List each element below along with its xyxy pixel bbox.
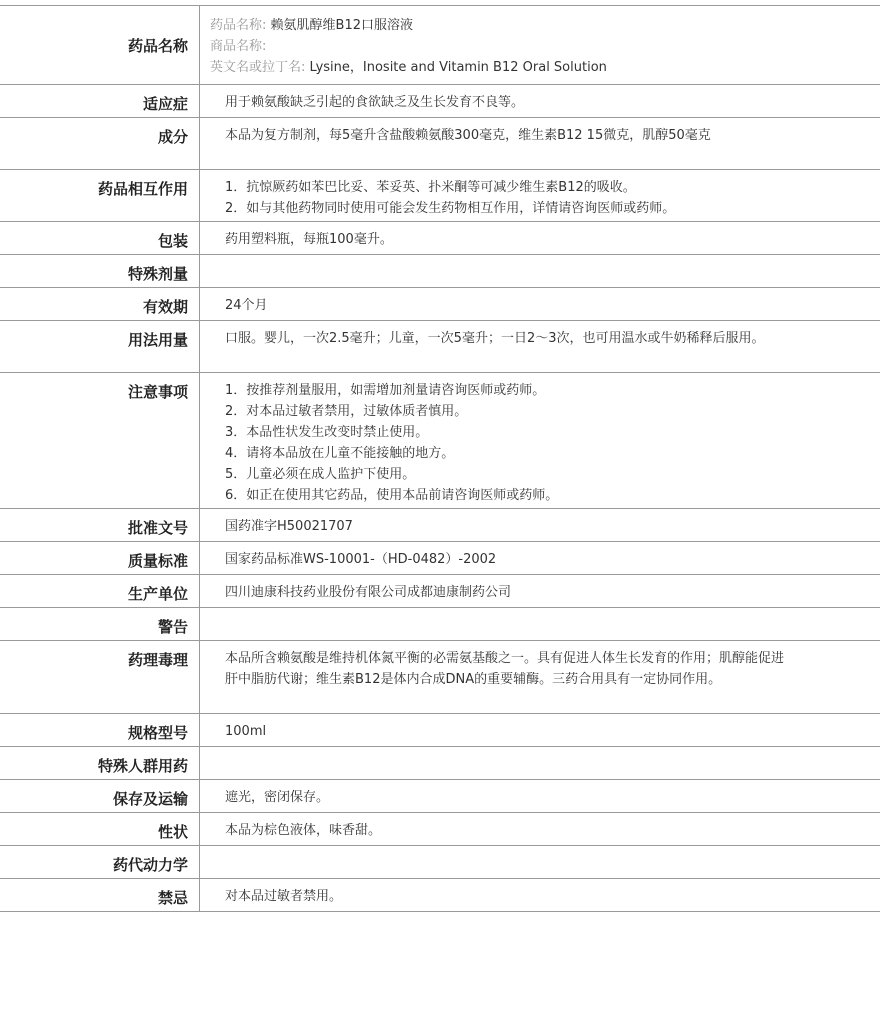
label-pharmacology: 药理毒理	[0, 641, 200, 713]
trade-name-line	[210, 36, 870, 57]
row-approval	[0, 509, 880, 542]
row-precautions	[0, 373, 880, 509]
row-warning	[0, 608, 880, 641]
value-special-population	[200, 747, 880, 779]
row-appearance	[0, 813, 880, 846]
row-contraindications	[0, 879, 880, 912]
precaution-item: 4．请将本品放在儿童不能接触的地方。	[225, 446, 455, 461]
english-name-value: Lysine，Inosite and Vitamin B12 Oral Solution	[309, 60, 607, 75]
dosage-text: 口服。婴儿，一次2.5毫升；儿童，一次5毫升；一日2～3次，也可用温水或牛奶稀释后服用。	[225, 331, 765, 346]
value-special-dose	[200, 255, 880, 287]
label-pharmacokinetics: 药代动力学	[0, 846, 200, 878]
value-indication: 用于赖氨酸缺乏引起的食欲缺乏及生长发育不良等。	[225, 95, 525, 110]
row-special-population	[0, 747, 880, 780]
generic-name-key: 药品名称:	[210, 18, 267, 33]
label-appearance: 性状	[0, 813, 200, 845]
drug-info-table	[0, 5, 880, 912]
value-packaging: 药用塑料瓶，每瓶100毫升。	[225, 232, 393, 247]
english-name-line	[210, 57, 870, 78]
value-approval: 国药准字H50021707	[225, 519, 353, 534]
row-indication	[0, 85, 880, 118]
ingredients-text: 本品为复方制剂，每5毫升含盐酸赖氨酸300毫克，维生素B12 15微克，肌醇50毫克	[225, 128, 711, 143]
value-dosage	[200, 321, 880, 372]
row-dosage	[0, 321, 880, 373]
value-pharmacology	[200, 641, 880, 713]
pharmacology-text: 本品所含赖氨酸是维持机体氮平衡的必需氨基酸之一。具有促进人体生长发育的作用；肌醇能促进肝中脂肪代谢；维生素B12是体内合成DNA的重要辅酶。三药合用具有一定协同作用。	[225, 651, 785, 687]
row-packaging	[0, 222, 880, 255]
generic-name-line	[210, 15, 870, 36]
label-spec: 规格型号	[0, 714, 200, 746]
value-manufacturer: 四川迪康科技药业股份有限公司成都迪康制药公司	[225, 585, 512, 600]
row-standard	[0, 542, 880, 575]
label-precautions: 注意事项	[0, 373, 200, 508]
value-pharmacokinetics	[200, 846, 880, 878]
row-storage	[0, 780, 880, 813]
row-expiry	[0, 288, 880, 321]
value-precautions	[200, 373, 880, 508]
value-spec: 100ml	[225, 724, 267, 739]
row-pharmacology	[0, 641, 880, 714]
label-indication: 适应症	[0, 85, 200, 117]
value-storage: 遮光，密闭保存。	[225, 790, 330, 805]
row-interactions	[0, 170, 880, 222]
label-dosage: 用法用量	[0, 321, 200, 372]
label-special-population: 特殊人群用药	[0, 747, 200, 779]
label-approval: 批准文号	[0, 509, 200, 541]
label-special-dose: 特殊剂量	[0, 255, 200, 287]
interaction-item: 2．如与其他药物同时使用可能会发生药物相互作用，详情请咨询医师或药师。	[225, 201, 676, 216]
label-ingredients: 成分	[0, 118, 200, 169]
value-drug-name	[200, 6, 880, 84]
precaution-item: 1．按推荐剂量服用，如需增加剂量请咨询医师或药师。	[225, 383, 546, 398]
label-expiry: 有效期	[0, 288, 200, 320]
row-manufacturer	[0, 575, 880, 608]
precaution-item: 2．对本品过敏者禁用，过敏体质者慎用。	[225, 404, 468, 419]
interaction-item: 1．抗惊厥药如苯巴比妥、苯妥英、扑米酮等可减少维生素B12的吸收。	[225, 180, 636, 195]
precaution-item: 5．儿童必须在成人监护下使用。	[225, 467, 416, 482]
value-ingredients	[200, 118, 880, 169]
row-drug-name	[0, 6, 880, 85]
label-contraindications: 禁忌	[0, 879, 200, 911]
row-pharmacokinetics	[0, 846, 880, 879]
value-appearance: 本品为棕色液体，味香甜。	[225, 823, 382, 838]
label-standard: 质量标准	[0, 542, 200, 574]
value-interactions	[200, 170, 880, 221]
label-manufacturer: 生产单位	[0, 575, 200, 607]
value-expiry: 24个月	[225, 298, 268, 313]
trade-name-key: 商品名称:	[210, 39, 267, 54]
label-drug-name: 药品名称	[0, 6, 200, 84]
row-spec	[0, 714, 880, 747]
english-name-key: 英文名或拉丁名:	[210, 60, 306, 75]
value-standard: 国家药品标准WS-10001-（HD-0482）-2002	[225, 552, 497, 567]
label-packaging: 包装	[0, 222, 200, 254]
value-contraindications: 对本品过敏者禁用。	[225, 889, 343, 904]
precaution-item: 6．如正在使用其它药品，使用本品前请咨询医师或药师。	[225, 488, 559, 503]
row-special-dose	[0, 255, 880, 288]
precaution-item: 3．本品性状发生改变时禁止使用。	[225, 425, 429, 440]
label-warning: 警告	[0, 608, 200, 640]
label-interactions: 药品相互作用	[0, 170, 200, 221]
generic-name-value: 赖氨肌醇维B12口服溶液	[270, 18, 413, 33]
label-storage: 保存及运输	[0, 780, 200, 812]
row-ingredients	[0, 118, 880, 170]
value-warning	[200, 608, 880, 640]
